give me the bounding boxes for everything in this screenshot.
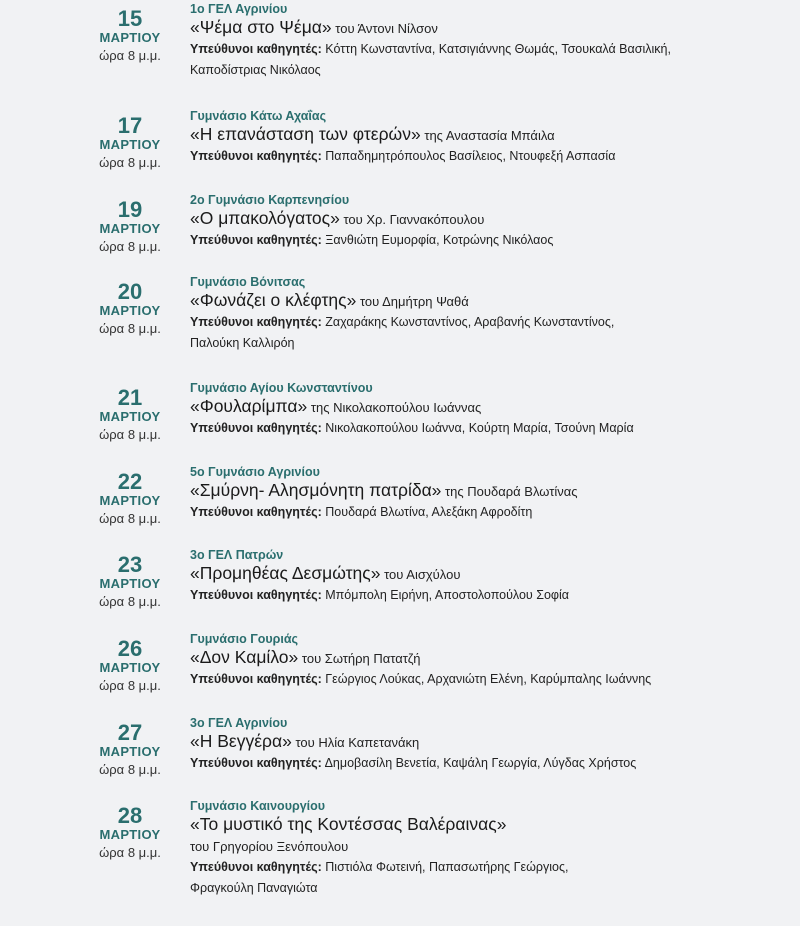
teachers-label: Υπεύθυνοι καθηγητές: xyxy=(190,421,322,435)
teachers-names: Νικολακοπούλου Ιωάννα, Κούρτη Μαρία, Τσούνη Μαρία xyxy=(325,421,634,435)
teachers-names: Παπαδημητρόπουλος Βασίλειος, Ντουφεξή Ασπασία xyxy=(325,149,616,163)
date-block xyxy=(78,471,182,528)
teachers-names: Κόττη Κωνσταντίνα, Κατσιγιάννης Θωμάς, Τσουκαλά Βασιλική, xyxy=(325,42,671,56)
date-day: 21 xyxy=(117,385,143,410)
play-line xyxy=(190,563,790,585)
school-name: 2ο Γυμνάσιο Καρπενησίου xyxy=(190,193,350,207)
play-author: του Χρ. Γιαννακόπουλου xyxy=(343,212,485,227)
teachers-continued: Παλούκη Καλλιρόη xyxy=(190,336,295,350)
teachers-label: Υπεύθυνοι καθηγητές: xyxy=(190,315,322,329)
play-line xyxy=(190,17,790,39)
play-line xyxy=(190,290,790,312)
date-day: 15 xyxy=(117,6,143,31)
date-day: 27 xyxy=(117,720,143,745)
teachers-line xyxy=(190,146,790,167)
date-block xyxy=(78,638,182,695)
play-author-line xyxy=(190,836,790,857)
teachers-label: Υπεύθυνοι καθηγητές: xyxy=(190,756,322,770)
play-line xyxy=(190,396,790,418)
date-day: 19 xyxy=(117,197,143,222)
date-month: ΜΑΡΤΙΟΥ xyxy=(99,493,161,508)
teachers-line xyxy=(190,585,790,606)
teachers-line xyxy=(190,230,790,251)
show-time: ώρα 8 μ.μ. xyxy=(99,321,161,336)
teachers-names: Δημοβασίλη Βενετία, Καψάλη Γεωργία, Λύγδας Χρήστος xyxy=(324,756,637,770)
play-title: «Η Βεγγέρα» xyxy=(190,731,292,751)
play-title: «Σμύρνη- Αλησμόνητη πατρίδα» xyxy=(190,480,442,500)
date-day: 28 xyxy=(117,803,143,828)
play-author: του Γρηγορίου Ξενόπουλου xyxy=(190,839,349,854)
date-month: ΜΑΡΤΙΟΥ xyxy=(99,576,161,591)
show-time: ώρα 8 μ.μ. xyxy=(99,594,161,609)
date-month: ΜΑΡΤΙΟΥ xyxy=(99,744,161,759)
date-block xyxy=(78,281,182,338)
entry-info xyxy=(190,716,790,774)
date-block xyxy=(78,199,182,256)
date-month: ΜΑΡΤΙΟΥ xyxy=(99,137,161,152)
school-name: Γυμνάσιο Βόνιτσας xyxy=(190,275,306,289)
date-block xyxy=(78,8,182,65)
school-name: Γυμνάσιο Αγίου Κωνσταντίνου xyxy=(190,381,373,395)
entry-info xyxy=(190,275,790,354)
teachers-line xyxy=(190,753,790,774)
teachers-label: Υπεύθυνοι καθηγητές: xyxy=(190,149,322,163)
teachers-names: Ξανθιώτη Ευμορφία, Κοτρώνης Νικόλαος xyxy=(325,233,554,247)
entry-info xyxy=(190,381,790,439)
play-line xyxy=(190,731,790,753)
teachers-label: Υπεύθυνοι καθηγητές: xyxy=(190,42,322,56)
date-block xyxy=(78,387,182,444)
play-line xyxy=(190,814,790,836)
play-line xyxy=(190,208,790,230)
play-line xyxy=(190,480,790,502)
date-block xyxy=(78,554,182,611)
teachers-label: Υπεύθυνοι καθηγητές: xyxy=(190,233,322,247)
date-block xyxy=(78,722,182,779)
play-title: «Ψέμα στο Ψέμα» xyxy=(190,17,332,37)
entry-info xyxy=(190,2,790,81)
date-day: 17 xyxy=(117,113,143,138)
date-block xyxy=(78,115,182,172)
school-name: Γυμνάσιο Κάτω Αχαΐας xyxy=(190,109,327,123)
teachers-label: Υπεύθυνοι καθηγητές: xyxy=(190,860,322,874)
entry-info xyxy=(190,632,790,690)
show-time: ώρα 8 μ.μ. xyxy=(99,239,161,254)
school-name: Γυμνάσιο Γουριάς xyxy=(190,632,299,646)
play-author: της Αναστασία Μπάιλα xyxy=(424,128,555,143)
date-month: ΜΑΡΤΙΟΥ xyxy=(99,303,161,318)
play-author: του Δημήτρη Ψαθά xyxy=(359,294,469,309)
play-author: του Άντονι Νίλσον xyxy=(335,21,438,36)
teachers-line xyxy=(190,312,790,333)
date-day: 20 xyxy=(117,279,143,304)
show-time: ώρα 8 μ.μ. xyxy=(99,511,161,526)
play-author: της Νικολακοπούλου Ιωάννας xyxy=(310,400,482,415)
school-name: 1ο ΓΕΛ Αγρινίου xyxy=(190,2,288,16)
teachers-names: Γεώργιος Λούκας, Αρχανιώτη Ελένη, Καρύμπαλης Ιωάννης xyxy=(325,672,652,686)
teachers-line xyxy=(190,669,790,690)
show-time: ώρα 8 μ.μ. xyxy=(99,845,161,860)
play-author: του Σωτήρη Πατατζή xyxy=(301,651,421,666)
play-line xyxy=(190,647,790,669)
show-time: ώρα 8 μ.μ. xyxy=(99,48,161,63)
teachers-label: Υπεύθυνοι καθηγητές: xyxy=(190,588,322,602)
play-author: της Πουδαρά Βλωτίνας xyxy=(445,484,578,499)
teachers-names: Ζαχαράκης Κωνσταντίνος, Αραβανής Κωνσταντίνος, xyxy=(325,315,615,329)
teachers-line xyxy=(190,502,790,523)
teachers-names: Πουδαρά Βλωτίνα, Αλεξάκη Αφροδίτη xyxy=(325,505,533,519)
date-day: 22 xyxy=(117,469,143,494)
date-day: 23 xyxy=(117,552,143,577)
play-title: «Προμηθέας Δεσμώτης» xyxy=(190,563,381,583)
entry-info xyxy=(190,799,790,899)
play-author: του Αισχύλου xyxy=(384,567,461,582)
teachers-line xyxy=(190,39,790,60)
teachers-label: Υπεύθυνοι καθηγητές: xyxy=(190,505,322,519)
play-title: «Δον Καμίλο» xyxy=(190,647,299,667)
play-title: «Φουλαρίμπα» xyxy=(190,396,308,416)
school-name: Γυμνάσιο Καινουργίου xyxy=(190,799,326,813)
date-month: ΜΑΡΤΙΟΥ xyxy=(99,409,161,424)
date-block xyxy=(78,805,182,862)
date-day: 26 xyxy=(117,636,143,661)
show-time: ώρα 8 μ.μ. xyxy=(99,762,161,777)
teachers-label: Υπεύθυνοι καθηγητές: xyxy=(190,672,322,686)
teachers-continued: Καποδίστριας Νικόλαος xyxy=(190,63,321,77)
play-title: «Ο μπακολόγατος» xyxy=(190,208,340,228)
entry-info xyxy=(190,465,790,523)
play-author: του Ηλία Καπετανάκη xyxy=(295,735,420,750)
entry-info xyxy=(190,193,790,251)
play-title: «Φωνάζει ο κλέφτης» xyxy=(190,290,357,310)
show-time: ώρα 8 μ.μ. xyxy=(99,678,161,693)
teachers-continued: Φραγκούλη Παναγιώτα xyxy=(190,881,318,895)
teachers-line xyxy=(190,418,790,439)
date-month: ΜΑΡΤΙΟΥ xyxy=(99,827,161,842)
date-month: ΜΑΡΤΙΟΥ xyxy=(99,660,161,675)
teachers-line xyxy=(190,857,790,878)
show-time: ώρα 8 μ.μ. xyxy=(99,427,161,442)
date-month: ΜΑΡΤΙΟΥ xyxy=(99,30,161,45)
play-title: «Η επανάσταση των φτερών» xyxy=(190,124,421,144)
school-name: 3ο ΓΕΛ Αγρινίου xyxy=(190,716,288,730)
school-name: 3ο ΓΕΛ Πατρών xyxy=(190,548,284,562)
play-line xyxy=(190,124,790,146)
teachers-names: Μπόμπολη Ειρήνη, Αποστολοπούλου Σοφία xyxy=(325,588,570,602)
play-title: «Το μυστικό της Κοντέσσας Βαλέραινας» xyxy=(190,814,507,834)
date-month: ΜΑΡΤΙΟΥ xyxy=(99,221,161,236)
entry-info xyxy=(190,548,790,606)
entry-info xyxy=(190,109,790,167)
school-name: 5ο Γυμνάσιο Αγρινίου xyxy=(190,465,320,479)
show-time: ώρα 8 μ.μ. xyxy=(99,155,161,170)
teachers-names: Πιστιόλα Φωτεινή, Παπασωτήρης Γεώργιος, xyxy=(325,860,569,874)
